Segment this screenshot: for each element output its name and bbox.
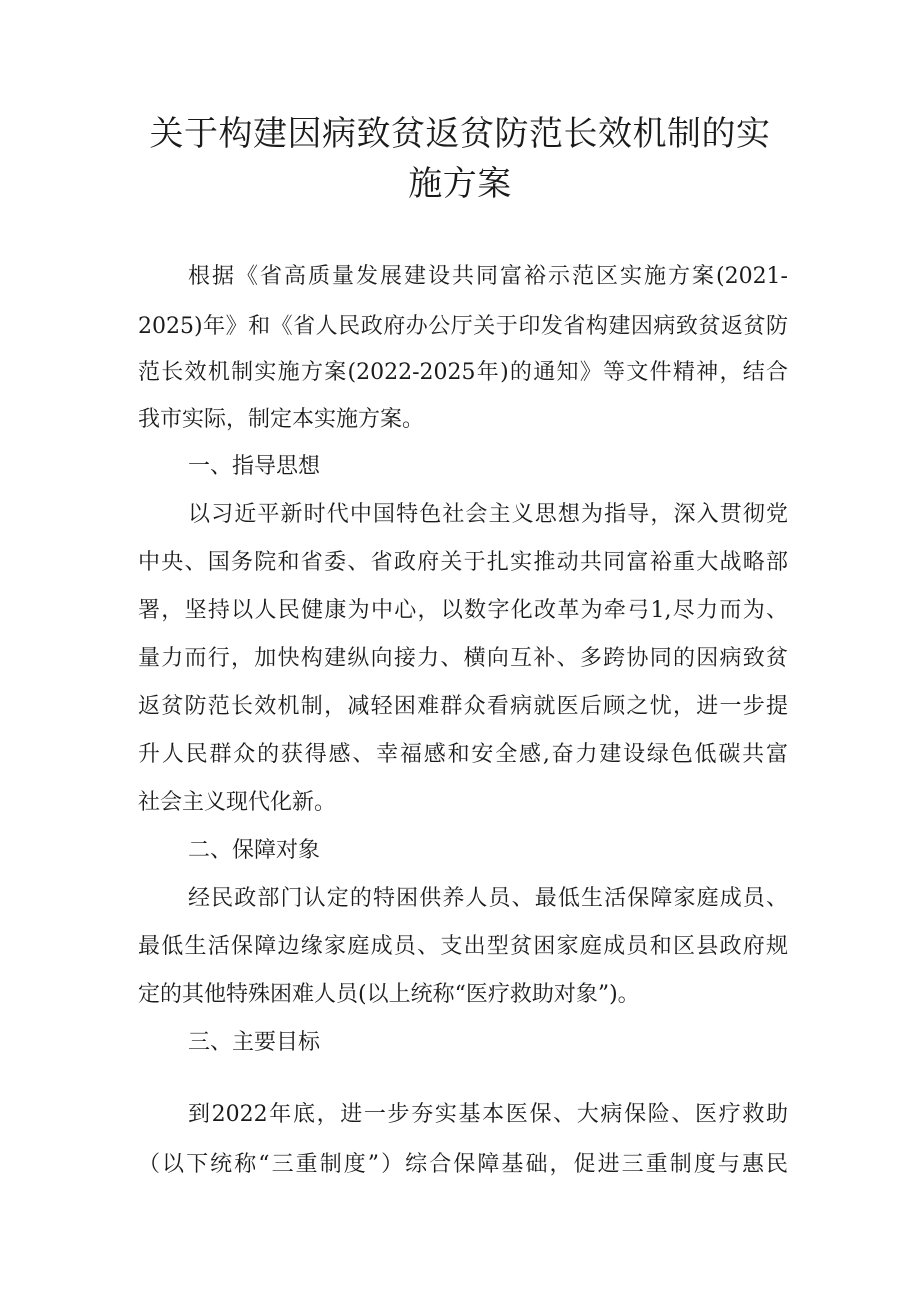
section1-line-1: 以习近平新时代中国特色社会主义思想为指导，深入贯彻党: [188, 502, 788, 527]
section1-heading: 一、指导思想: [188, 454, 321, 479]
intro-line-3: 范长效机制实施方案(2022-2025年)的通知》等文件精神，结合: [138, 360, 788, 385]
section3-line-2: （以下统称“三重制度”）综合保障基础，促进三重制度与惠民: [138, 1152, 788, 1177]
section1-line-3: 署，坚持以人民健康为中心，以数字化改革为牵弓1,尽力而为、: [138, 598, 788, 623]
section1-line-6: 升人民群众的获得感、幸福感和安全感,奋力建设绿色低碳共富: [138, 742, 788, 767]
section1-line-5: 返贫防范长效机制，减轻困难群众看病就医后顾之忧，进一步提: [138, 694, 788, 719]
document-title-line-1: 关于构建因病致贫返贫防范长效机制的实: [149, 114, 771, 154]
section1-line-7: 社会主义现代化新。: [138, 790, 337, 815]
intro-line-1: 根据《省高质量发展建设共同富裕示范区实施方案(2021-: [188, 264, 788, 289]
section1-line-4: 量力而行，加快构建纵向接力、横向互补、多跨协同的因病致贫: [138, 646, 788, 671]
section2-line-1: 经民政部门认定的特困供养人员、最低生活保障家庭成员、: [188, 886, 788, 911]
section2-line-2: 最低生活保障边缘家庭成员、支出型贫困家庭成员和区县政府规: [138, 934, 788, 959]
section2-heading: 二、保障对象: [188, 838, 321, 863]
document-title-line-2: 施方案: [408, 164, 512, 204]
section1-line-2: 中央、国务院和省委、省政府关于扎实推动共同富裕重大战略部: [138, 550, 788, 575]
section3-heading: 三、主要目标: [188, 1030, 321, 1055]
section3-line-1: 到2022年底，进一步夯实基本医保、大病保险、医疗救助: [188, 1102, 788, 1127]
intro-line-2: 2025)年》和《省人民政府办公厅关于印发省构建因病致贫返贫防: [138, 314, 788, 339]
intro-line-4: 我市实际，制定本实施方案。: [138, 407, 425, 432]
section2-line-3: 定的其他特殊困难人员(以上统称“医疗救助对象”)。: [138, 982, 640, 1007]
